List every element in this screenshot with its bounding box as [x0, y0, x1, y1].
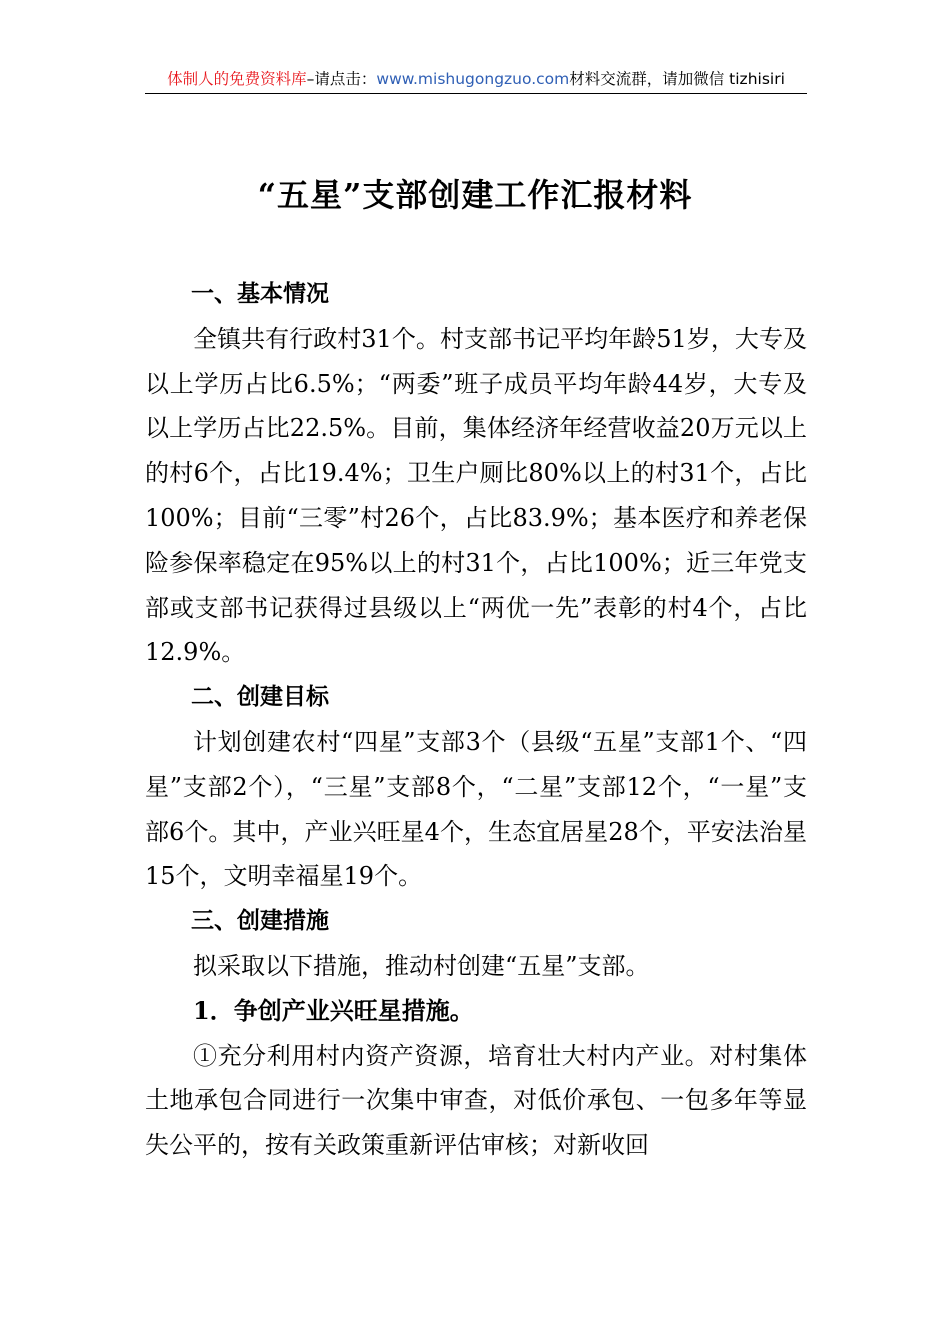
header-tail: 材料交流群，请加微信 tizhisiri — [569, 70, 785, 88]
subheading-measure-1: 1．争创产业兴旺星措施。 — [193, 995, 474, 1025]
section-heading-measures: 三、创建措施 — [191, 908, 329, 935]
section-heading-goals: 二、创建目标 — [191, 684, 329, 711]
document-title: “五星”支部创建工作汇报材料 — [257, 176, 693, 214]
header-prompt: –请点击： — [306, 70, 377, 88]
header-site-name: 体制人的免费资料库 — [167, 70, 307, 88]
paragraph-goals: 计划创建农村“四星”支部3个（县级“五星”支部1个、“四星”支部2个），“三星”支部8个，“二星”支部12个，“一星”支部6个。其中，产业兴旺星4个，生态宜居星28个，平安法治星15个，文明幸福星19个。 — [145, 727, 807, 891]
paragraph-measure-1: ①充分利用村内资产资源，培育壮大村内产业。对村集体土地承包合同进行一次集中审查，对低价承包、一包多年等显失公平的，按有关政策重新评估审核；对新收回 — [145, 1041, 807, 1160]
paragraph-measures-intro: 拟采取以下措施，推动村创建“五星”支部。 — [193, 951, 650, 980]
document-body — [145, 272, 807, 1168]
header-divider — [145, 93, 807, 94]
paragraph-basic-situation: 全镇共有行政村31个。村支部书记平均年龄51岁，大专及以上学历占比6.5%；“两委”班子成员平均年龄44岁，大专及以上学历占比22.5%。目前，集体经济年经营收益20万元以上的村6个，占比19.4%；卫生户厕比80%以上的村31个，占比100%；目前“三零”村26个，占比83.9%；基本医疗和养老保险参保率稳定在95%以上的村31个，占比100%；近三年党支部或支部书记获得过县级以上“两优一先”表彰的村4个，占比12.9%。 — [145, 324, 807, 667]
section-heading-basic: 一、基本情况 — [191, 281, 329, 307]
header-url-link[interactable]: www.mishugongzuo.com — [376, 70, 570, 88]
page-header — [145, 68, 807, 90]
